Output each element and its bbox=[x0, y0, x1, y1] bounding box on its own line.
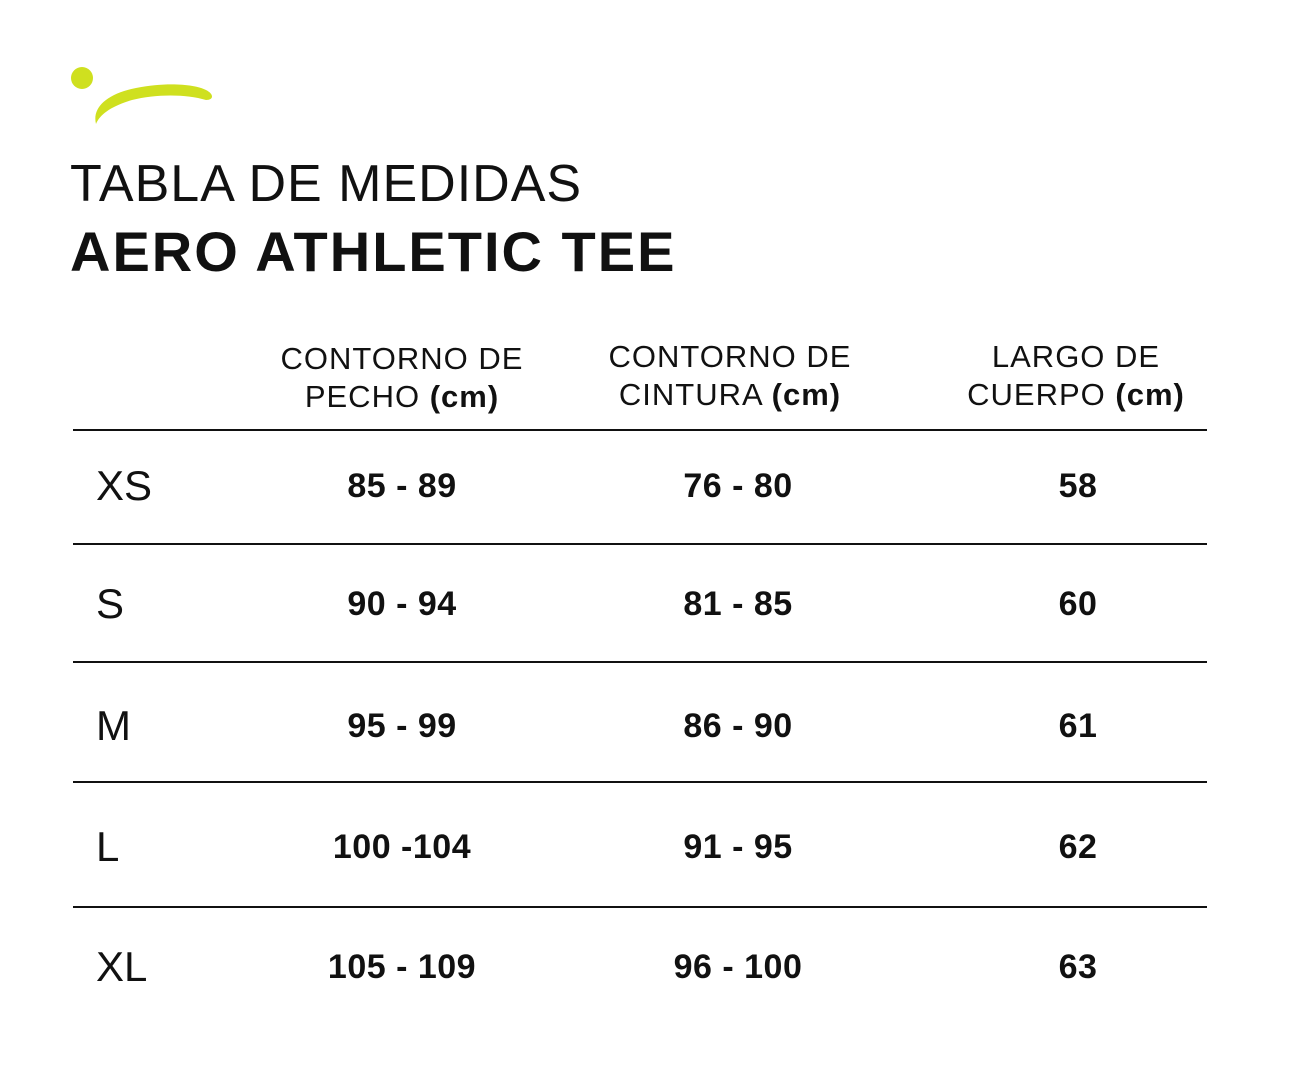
chest-value: 95 - 99 bbox=[347, 707, 457, 745]
length-value: 61 bbox=[1058, 707, 1098, 745]
size-label: L bbox=[96, 823, 120, 870]
header-chest-unit: (cm) bbox=[429, 379, 500, 414]
table-divider bbox=[73, 781, 1207, 783]
table-row bbox=[0, 817, 1312, 877]
length-value: 58 bbox=[1058, 467, 1098, 505]
header-chest-line2 bbox=[252, 378, 552, 416]
size-label: S bbox=[96, 580, 125, 627]
header-length-line2 bbox=[926, 376, 1226, 414]
header-length-label: CUERPO bbox=[967, 377, 1106, 412]
product-name: AERO ATHLETIC TEE bbox=[70, 220, 677, 283]
header-waist-unit: (cm) bbox=[771, 377, 842, 412]
header-chest-line1: CONTORNO DE bbox=[280, 341, 524, 376]
chest-value: 90 - 94 bbox=[347, 585, 457, 623]
length-value: 60 bbox=[1058, 585, 1098, 623]
page-title: TABLA DE MEDIDAS bbox=[70, 155, 583, 213]
table-row bbox=[0, 456, 1312, 516]
waist-value: 96 - 100 bbox=[673, 948, 803, 986]
table-divider bbox=[73, 661, 1207, 663]
chest-value: 105 - 109 bbox=[327, 948, 477, 986]
size-label: XS bbox=[96, 462, 153, 509]
table-row bbox=[0, 937, 1312, 997]
table-row bbox=[0, 696, 1312, 756]
header-waist-label: CINTURA bbox=[618, 377, 762, 412]
header-chest bbox=[252, 340, 552, 416]
waist-value: 81 - 85 bbox=[683, 585, 793, 623]
brand-logo-icon bbox=[66, 60, 216, 130]
chest-value: 100 -104 bbox=[332, 828, 472, 866]
header-waist-line1: CONTORNO DE bbox=[608, 339, 852, 374]
size-label: XL bbox=[96, 943, 148, 990]
length-value: 63 bbox=[1058, 948, 1098, 986]
header-length-unit: (cm) bbox=[1115, 377, 1185, 412]
chest-value: 85 - 89 bbox=[347, 467, 457, 505]
waist-value: 91 - 95 bbox=[683, 828, 793, 866]
waist-value: 86 - 90 bbox=[683, 707, 793, 745]
header-waist-line2 bbox=[580, 376, 880, 414]
header-length bbox=[926, 338, 1226, 414]
length-value: 62 bbox=[1058, 828, 1098, 866]
waist-value: 76 - 80 bbox=[683, 467, 793, 505]
size-label: M bbox=[96, 702, 131, 749]
table-divider bbox=[73, 543, 1207, 545]
table-row bbox=[0, 574, 1312, 634]
header-length-line1: LARGO DE bbox=[991, 339, 1161, 374]
table-divider bbox=[73, 906, 1207, 908]
header-chest-label: PECHO bbox=[304, 379, 421, 414]
header-waist bbox=[580, 338, 880, 414]
table-divider bbox=[73, 429, 1207, 431]
